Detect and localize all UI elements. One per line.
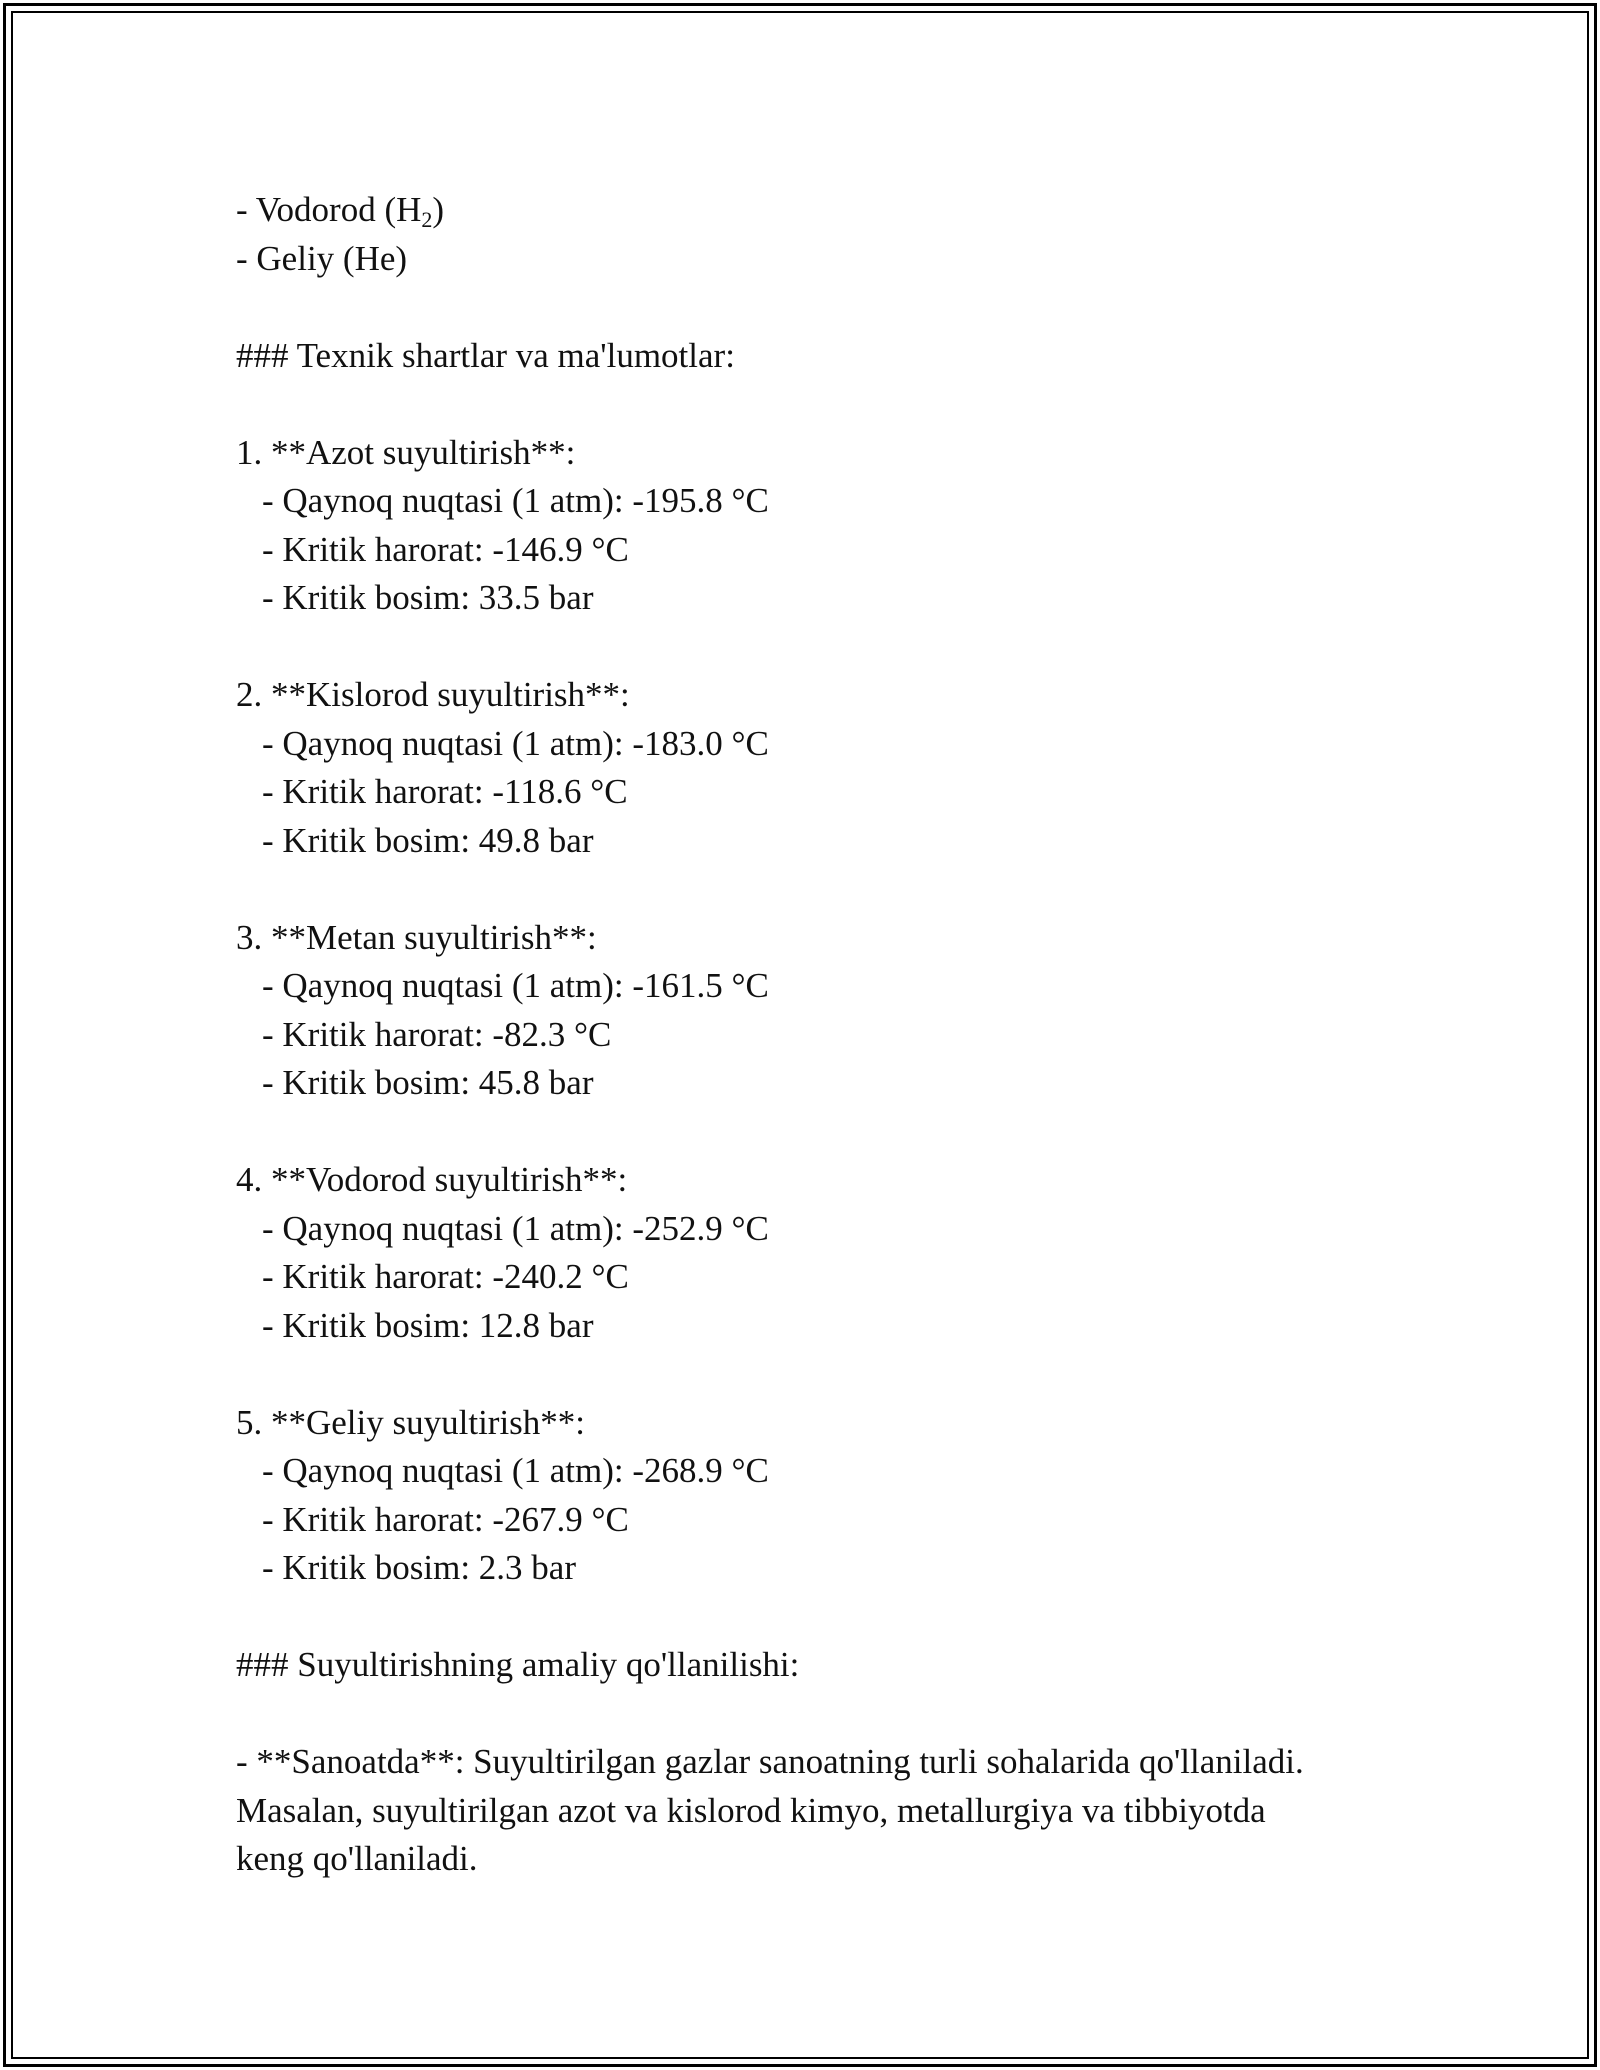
- section-helium: [236, 1399, 1386, 1593]
- subscript-2: 2: [421, 207, 433, 232]
- paragraph-line: - **Sanoatda**: Suyultirilgan gazlar sanoatning turli sohalarida qo'llaniladi.: [236, 1742, 1304, 1781]
- section-item: - Qaynoq nuqtasi (1 atm): -183.0 °C: [262, 723, 769, 763]
- section-title: 2. **Kislorod suyultirish**:: [236, 675, 630, 714]
- section-item: - Kritik harorat: -82.3 °C: [262, 1014, 612, 1054]
- section-item: - Kritik bosim: 2.3 bar: [262, 1548, 576, 1587]
- intro-item-helium: [236, 235, 1386, 284]
- section-item: - Kritik harorat: -146.9 °C: [262, 529, 629, 569]
- paragraph-line: keng qo'llaniladi.: [236, 1839, 478, 1878]
- section-oxygen: [236, 671, 1386, 865]
- section-item: - Kritik bosim: 45.8 bar: [262, 1063, 594, 1102]
- section-title: 1. **Azot suyultirish**:: [236, 432, 576, 472]
- intro-item-text: - Geliy (He): [236, 238, 408, 278]
- section-item: - Qaynoq nuqtasi (1 atm): -268.9 °C: [262, 1451, 769, 1490]
- document-body: [236, 186, 1386, 1884]
- section-item: - Kritik bosim: 33.5 bar: [262, 578, 594, 617]
- section-item: - Qaynoq nuqtasi (1 atm): -161.5 °C: [262, 966, 769, 1005]
- intro-item-after: ): [432, 190, 445, 229]
- intro-item-text: - Vodorod (H: [236, 190, 422, 229]
- section-item: - Qaynoq nuqtasi (1 atm): -252.9 °C: [262, 1208, 769, 1248]
- section-title: 4. **Vodorod suyultirish**:: [236, 1160, 628, 1199]
- heading-technical: ### Texnik shartlar va ma'lumotlar:: [236, 335, 735, 375]
- section-methane: [236, 914, 1386, 1108]
- section-item: - Kritik harorat: -240.2 °C: [262, 1257, 629, 1296]
- section-title: 5. **Geliy suyultirish**:: [236, 1402, 586, 1442]
- practical-paragraph: [236, 1738, 1386, 1884]
- section-item: - Kritik bosim: 49.8 bar: [262, 820, 594, 860]
- section-item: - Kritik harorat: -118.6 °C: [262, 772, 628, 811]
- section-item: - Kritik bosim: 12.8 bar: [262, 1305, 594, 1345]
- section-item: - Kritik harorat: -267.9 °C: [262, 1499, 629, 1539]
- section-hydrogen: [236, 1156, 1386, 1350]
- paragraph-line: Masalan, suyultirilgan azot va kislorod kimyo, metallurgiya va tibbiyotda: [236, 1790, 1266, 1830]
- heading-practical: ### Suyultirishning amaliy qo'llanilishi:: [236, 1645, 800, 1684]
- section-title: 3. **Metan suyultirish**:: [236, 917, 597, 957]
- intro-item-hydrogen: [236, 186, 1386, 235]
- section-item: - Qaynoq nuqtasi (1 atm): -195.8 °C: [262, 481, 769, 520]
- section-nitrogen: [236, 429, 1386, 623]
